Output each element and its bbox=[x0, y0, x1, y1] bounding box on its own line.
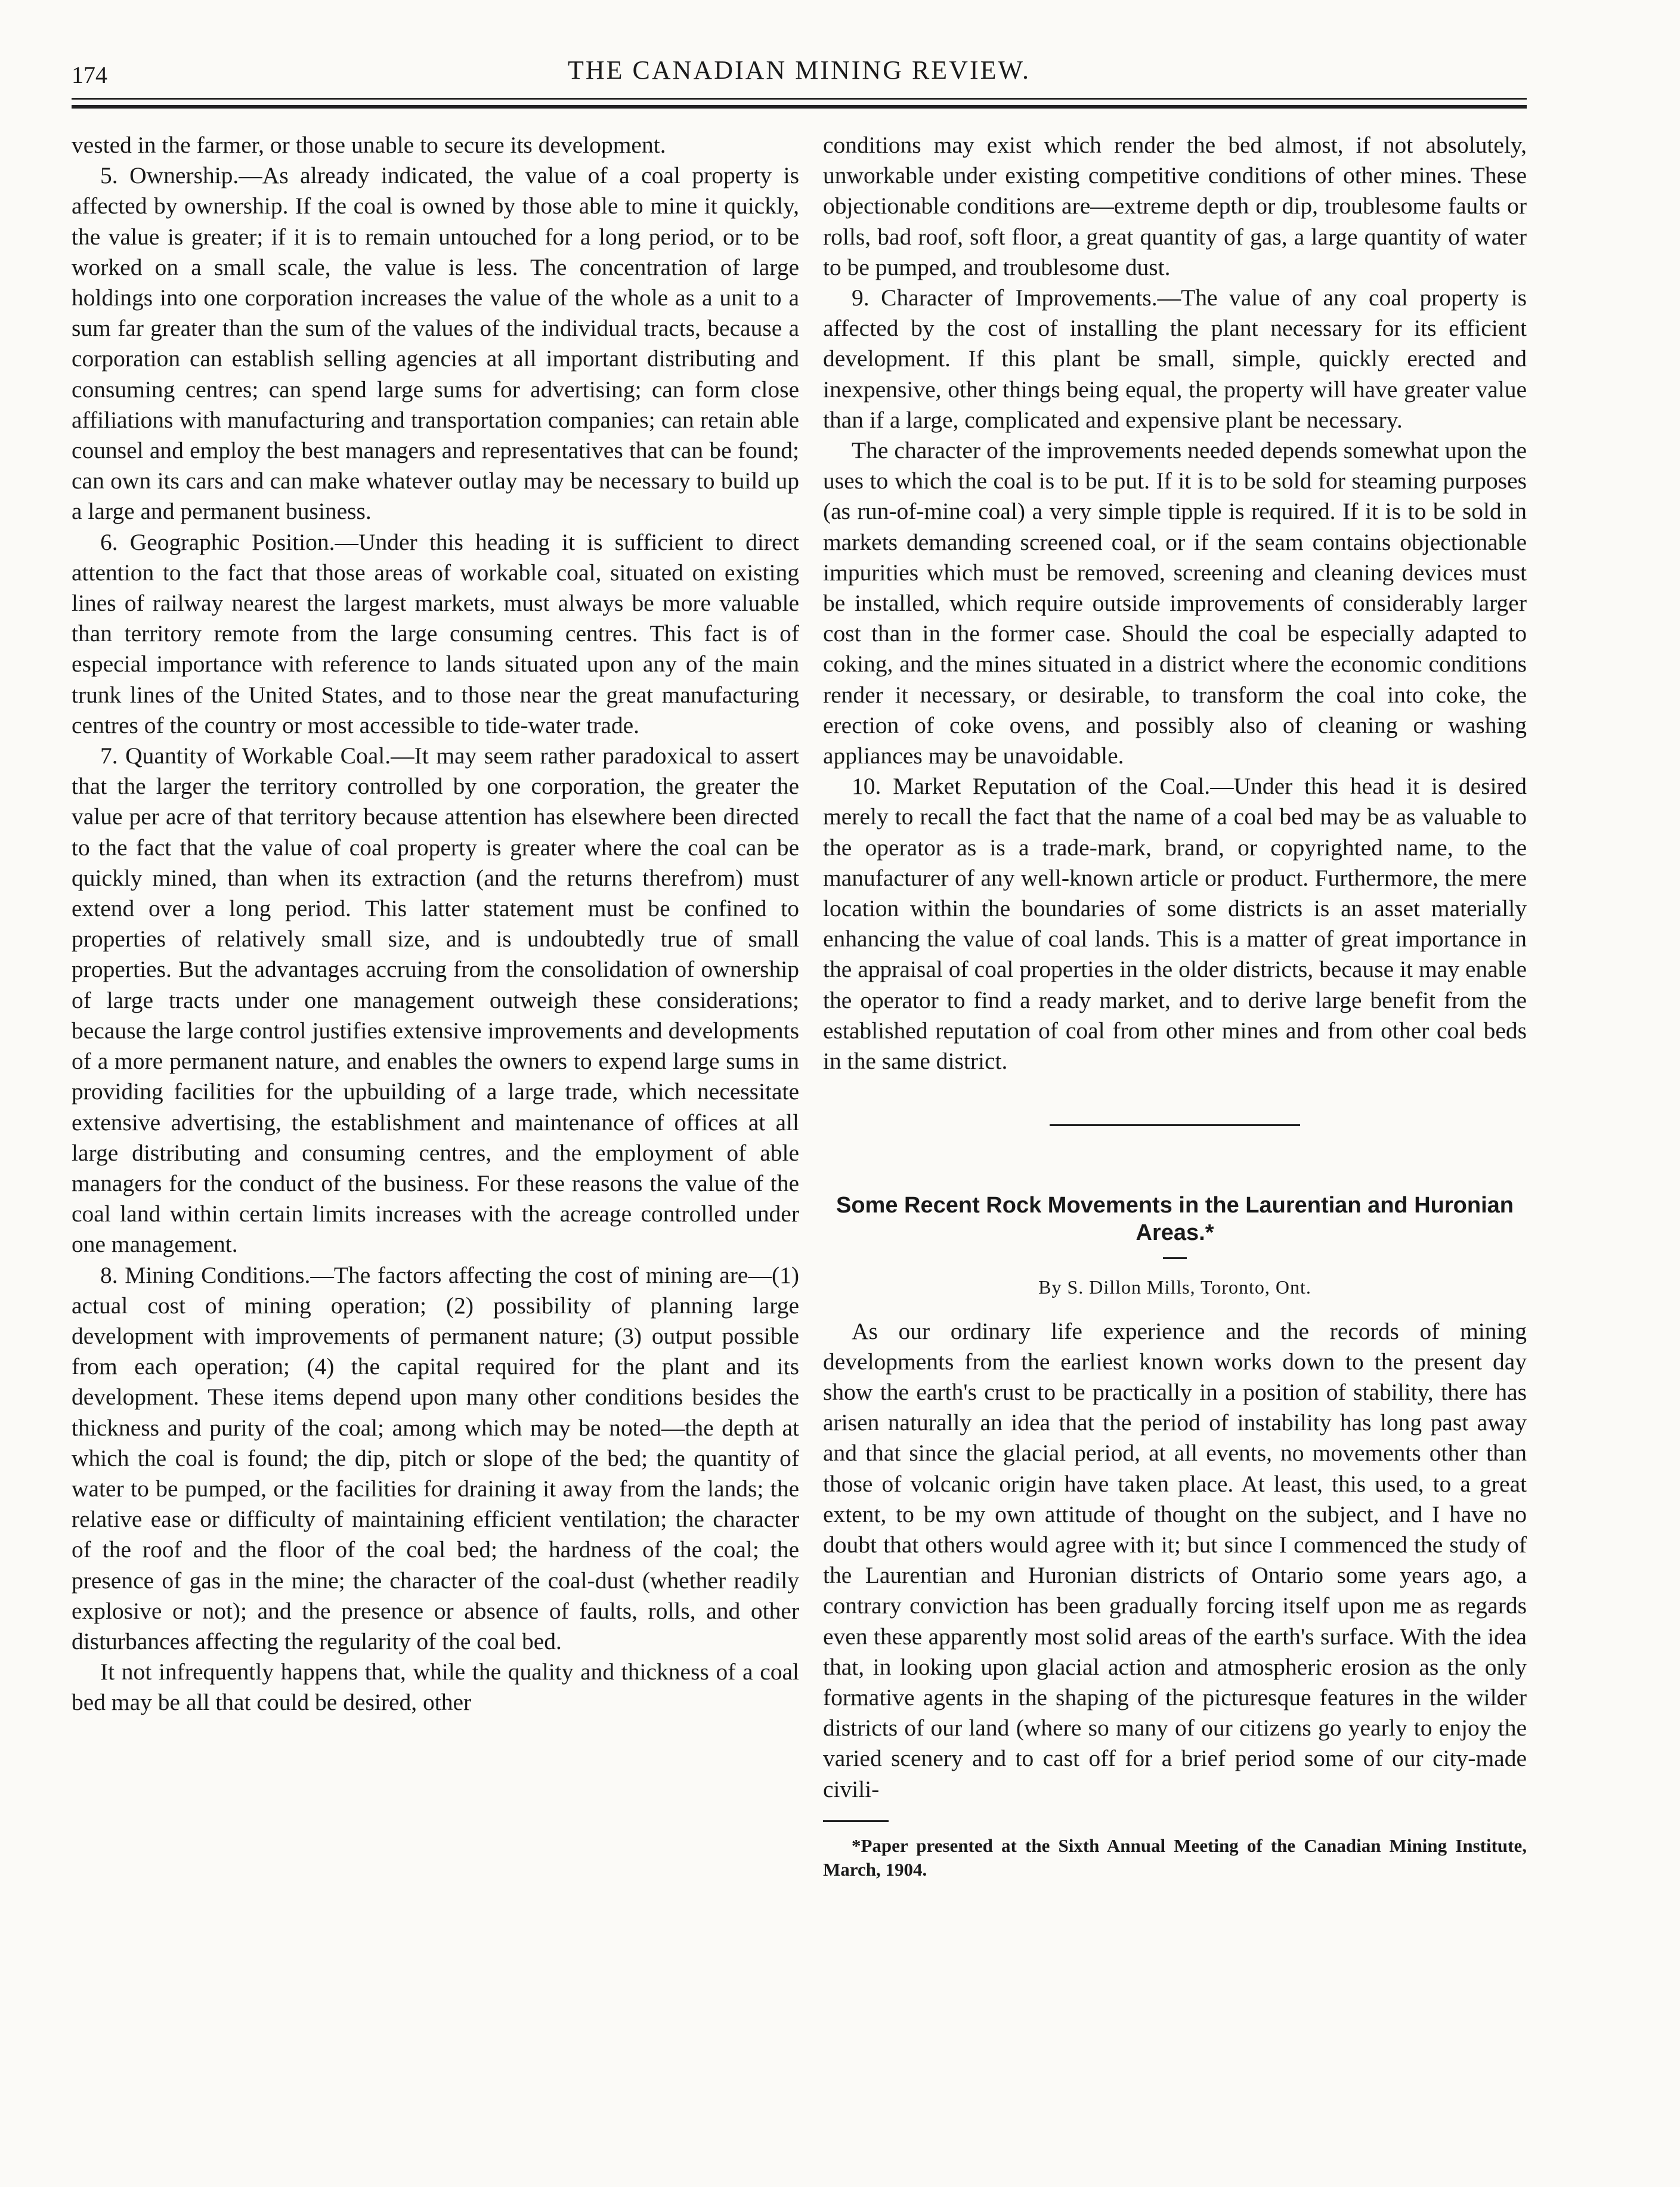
byline: By S. Dillon Mills, Toronto, Ont. bbox=[1038, 1276, 1311, 1298]
right-column bbox=[823, 130, 1527, 1882]
paragraph-market-reputation: 10. Market Reputation of the Coal.—Under this head it is desired merely to recall the fact that the name of a coal bed may be as valuable to the operator as is a trade-mark, brand, or copyrighted name, to the manufacturer of any well-known article or product. Furthermore, the mere location within the boundaries of some districts is an asset materially enhancing the value of coal lands. This is a matter of great importance in the appraisal of coal properties in the older districts, because it may enable the operator to find a ready market, and to derive large benefit from the established reputation of coal from other mines and from other coal beds in the same district. bbox=[823, 773, 1527, 1075]
header-rule-thick bbox=[72, 105, 1527, 109]
paragraph-character-of-improvements: 9. Character of Improvements.—The value of any coal property is affected by the cost of installing the plant necessary for its efficient development. If this plant be small, simple, quickly erected and inexpensive, other things being equal, the property will have greater value than if a large, complicated and expensive plant be necessary. bbox=[823, 284, 1527, 433]
paragraph: The character of the improvements needed depends somewhat upon the uses to which the coal is to be put. If it is to be sold for steaming purposes (as run-of-mine coal) a very simple tipple is required. If it is to be sold in markets demanding screened coal, or if the seam contains objectionable impurities which must be removed, screening and cleaning devices must be installed, which require outside improvements of considerably larger cost than in the former case. Should the coal be especially adapted to coking, and the mines situated in a district where the economic conditions render it necessary, or desirable, to transform the coal into coke, the erection of coke ovens, and possibly also of cleaning or washing appliances may be unavoidable. bbox=[823, 437, 1527, 769]
paragraph: It not infrequently happens that, while the quality and thickness of a coal bed may be all that could be desired, other bbox=[72, 1659, 799, 1716]
article-body: As our ordinary life experience and the records of mining developments from the earliest known works down to the present day show the earth's crust to be practically in a position of stability, there has arisen naturally an idea that the period of instability has long past away and that since the glacial period, at all events, no movements other than those of volcanic origin have taken place. At least, this used, to a great extent, to be my own attitude of thought on the subject, and I have no doubt that others would agree with it; but since I commenced the study of the Laurentian and Huronian districts of Ontario some years ago, a contrary conviction has been gradually forcing itself upon me as regards even these apparently most solid areas of the earth's surface. With the idea that, in looking upon glacial action and atmospheric erosion as the only formative agents in the shaping of the picturesque features in the wilder districts of our land (where so many of our citizens go yearly to enjoy the varied scenery and to cast off for a brief period some of our city-made civili- bbox=[823, 1317, 1527, 1802]
article-title: Some Recent Rock Movements in the Laurentian and Huronian Areas.* bbox=[836, 1193, 1514, 1246]
left-column bbox=[72, 130, 799, 1718]
paragraph: conditions may exist which render the bed almost, if not absolutely, unworkable under existing competitive conditions of other mines. These objectionable conditions are—extreme depth or dip, troublesome faults or rolls, bad roof, soft floor, a great quantity of gas, a large quantity of water to be pumped, and troublesome dust. bbox=[823, 132, 1527, 280]
footnote-rule bbox=[823, 1820, 889, 1822]
paragraph-ownership: 5. Ownership.—As already indicated, the value of a coal property is affected by ownership. If the coal is owned by those able to mine it quickly, the value is greater; if it is to remain untouched for a long period, or to be worked on a small scale, the value is less. The concentration of large holdings into one corporation increases the value of the whole as a unit to a sum far greater than the sum of the values of the individual tracts, because a corporation can establish selling agencies at all important distributing and consuming centres; can spend large sums for advertising; can form close affiliations with manufacturing and transportation companies; can retain able counsel and employ the best managers and representatives that can be found; can own its cars and can make whatever outlay may be necessary to build up a large and permanent business. bbox=[72, 162, 799, 525]
paragraph-quantity-of-workable-coal: 7. Quantity of Workable Coal.—It may seem rather paradoxical to assert that the larger the territory controlled by one corporation, the greater the value per acre of that territory because attention has elsewhere been directed to the fact that the value of coal property is greater where the coal can be quickly mined, than when its extraction (and the returns therefrom) must extend over a long period. This latter statement must be confined to properties of relatively small size, and is undoubtedly true of small properties. But the advantages accruing from the consolidation of ownership of large tracts under one management outweigh these considerations; because the large control justifies extensive improvements and developments of a more permanent nature, and enables the owners to expend large sums in providing facilities for the upbuilding of a large trade, which necessitate extensive advertising, the establishment and maintenance of offices at all large distributing and consuming centres, and the employment of able managers for the conduct of the business. For these reasons the value of the coal land within certain limits increases with the acreage controlled under one management. bbox=[72, 743, 799, 1258]
header-rule bbox=[72, 98, 1527, 100]
paragraph-mining-conditions: 8. Mining Conditions.—The factors affecting the cost of mining are—(1) actual cost of mining operation; (2) possibility of planning large development with improvements of permanent nature; (3) output possible from each operation; (4) the capital required for the plant and its development. These items depend upon many other conditions besides the thickness and purity of the coal; among which may be noted—the depth at which the coal is found; the dip, pitch or slope of the bed; the quantity of water to be pumped, or the facilities for draining it away from the lands; the relative ease or difficulty of maintaining efficient ventilation; the character of the roof and the floor of the coal bed; the hardness of the coal; the presence of gas in the mine; the character of the coal-dust (whether readily explosive or not); and the presence or absence of faults, rolls, and other disturbances affecting the regularity of the coal bed. bbox=[72, 1261, 799, 1654]
paragraph: vested in the farmer, or those unable to secure its development. bbox=[72, 132, 666, 158]
running-title: THE CANADIAN MINING REVIEW. bbox=[568, 55, 1031, 85]
paragraph-geographic-position: 6. Geographic Position.—Under this heading it is sufficient to direct attention to the fact that those areas of workable coal, situated on existing lines of railway nearest the largest markets, must always be more valuable than territory remote from the large consuming centres. This fact is of especial importance with reference to lands situated upon any of the main trunk lines of the United States, and to those near the great manufacturing centres of the country or most accessible to tide-water trade. bbox=[72, 528, 799, 738]
section-divider bbox=[1050, 1124, 1300, 1126]
page-number: 174 bbox=[72, 61, 107, 88]
page-header bbox=[72, 55, 1527, 91]
footnote: *Paper presented at the Sixth Annual Meeting of the Canadian Mining Institute, March, 1904. bbox=[823, 1835, 1527, 1880]
title-dash bbox=[1163, 1257, 1187, 1259]
